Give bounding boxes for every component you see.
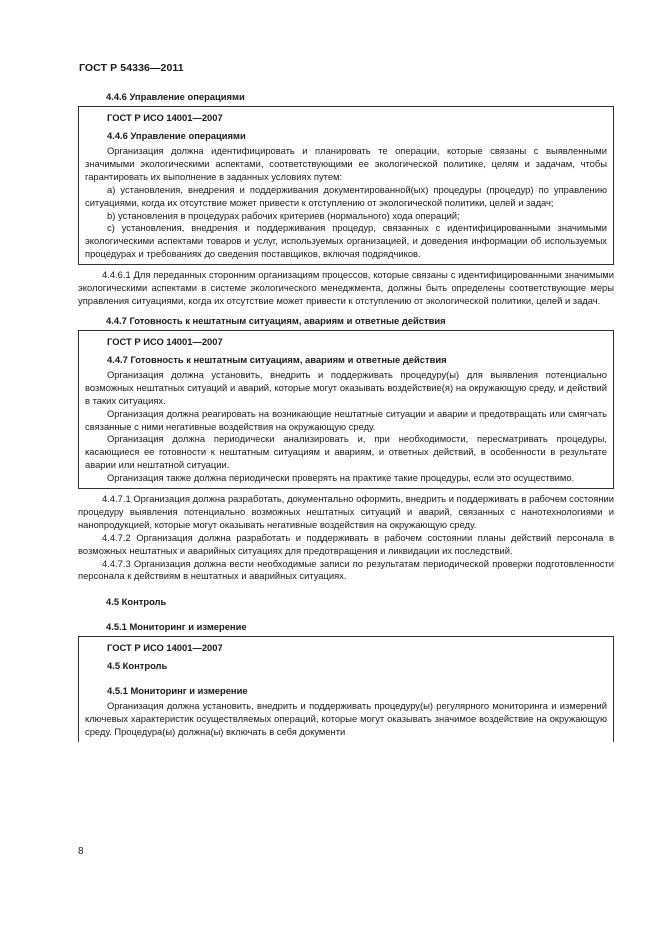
quoted-paragraph: Организация должна установить, внедрить и поддерживать процедуру(ы) регулярного мониторинга и измерений ключевых характеристик осуществляемых операций, которые могут оказывать значимое воздействие на окружающую среду. Процедура(ы) должна(ы) включать в себя документи	[85, 700, 607, 738]
quoted-subheading: 4.5 Контроль	[107, 660, 168, 672]
clause-4-4-7-3: 4.4.7.3 Организация должна вести необходимые записи по результатам периодической проверки подготовленности персонала к действиям в нештатных и аварийных ситуациях.	[78, 557, 614, 582]
quoted-list-item-c: с) установления, внедрения и поддерживания процедур, связанных с идентифицированными значимыми экологическими аспектами товаров и услуг, используемых организацией, и доведения информации об используемых процедурах и требованиях до сведения поставщиков, включая подрядчиков.	[85, 222, 607, 260]
quoted-paragraph: Организация также должна периодически проверять на практике такие процедуры, если это осуществимо.	[107, 472, 575, 484]
quoted-heading: 4.4.6 Управление операциями	[107, 130, 246, 141]
standard-reference: ГОСТ Р ИСО 14001—2007	[107, 112, 223, 123]
clause-4-4-7-1: 4.4.7.1 Организация должна разработать, документально оформить, внедрить и поддерживать в рабочем состоянии процедуру выявления потенциально возможных нештатных ситуаций и аварий, связанных с нанотехнологиями и нанопродукцией, которые могут оказывать негативные воздействия на окружающую среду.	[78, 493, 614, 530]
quoted-list-item-b: b) установления в процедурах рабочих критериев (нормального) хода операций;	[107, 209, 460, 221]
quoted-heading: 4.5.1 Мониторинг и измерение	[107, 685, 248, 697]
section-heading-4-5: 4.5 Контроль	[106, 596, 167, 608]
standard-reference: ГОСТ Р ИСО 14001—2007	[107, 335, 223, 347]
section-heading-4-5-1: 4.5.1 Мониторинг и измерение	[106, 621, 247, 633]
standard-reference: ГОСТ Р ИСО 14001—2007	[107, 642, 223, 654]
quoted-paragraph: Организация должна периодически анализировать и, при необходимости, пересматривать процедуры, касающиеся ее готовности к нештатным ситуациям и авариям, и ответных действий, в особенности в результате аварии или нештатной ситуации.	[85, 433, 607, 471]
quoted-paragraph: Организация должна идентифицировать и планировать те операции, которые связаны с выявленными значимыми экологическими аспектами, соответствующими ее экологической политике, целям и задачам, чтобы гарантировать их выполнение в заданных условиях путем:	[85, 145, 607, 182]
quoted-standard-box-4-4-6	[78, 106, 614, 265]
section-heading-4-4-6: 4.4.6 Управление операциями	[106, 91, 245, 102]
page-content	[78, 90, 614, 746]
section-heading-4-4-7: 4.4.7 Готовность к нештатным ситуациям, авариям и ответные действия	[106, 314, 446, 326]
page-number: 8	[78, 846, 84, 857]
clause-4-4-6-1: 4.4.6.1 Для переданных сторонним организациям процессов, которые связаны с идентифицированными значимыми экологическими аспектами в системе экологического менеджмента, должны быть определены соответствующие меры управления ситуациями, когда их отсутствие может привести к отступлению от экологической политики, целей и задач.	[78, 269, 614, 306]
quoted-paragraph: Организация должна реагировать на возникающие нештатные ситуации и аварии и предотвращать или смягчать связанные с ними негативные воздействия на окружающую среду.	[85, 407, 607, 432]
quoted-standard-box-4-5-1	[78, 636, 614, 742]
quoted-list-item-a: а) установления, внедрения и поддерживания документированной(ых) процедуры (процедур) по управлению ситуациями, когда их отсутствие может привести к отступлению от экологической политики, целей и задач;	[85, 183, 607, 208]
quoted-heading: 4.4.7 Готовность к нештатным ситуациям, авариям и ответные действия	[107, 353, 447, 365]
quoted-paragraph: Организация должна установить, внедрить и поддерживать процедуру(ы) для выявления потенциально возможных нештатных ситуаций и аварий, которые могут оказывать воздействие(я) на окружающую среду, и действий в таких ситуациях.	[85, 368, 607, 406]
clause-4-4-7-2: 4.4.7.2 Организация должна разработать и поддерживать в рабочем состоянии планы действий персонала в возможных нештатных и аварийных ситуациях для предотвращения и ликвидации их последствий.	[78, 531, 614, 556]
document-id: ГОСТ Р 54336—2011	[79, 62, 184, 74]
quoted-standard-box-4-4-7	[78, 330, 614, 489]
